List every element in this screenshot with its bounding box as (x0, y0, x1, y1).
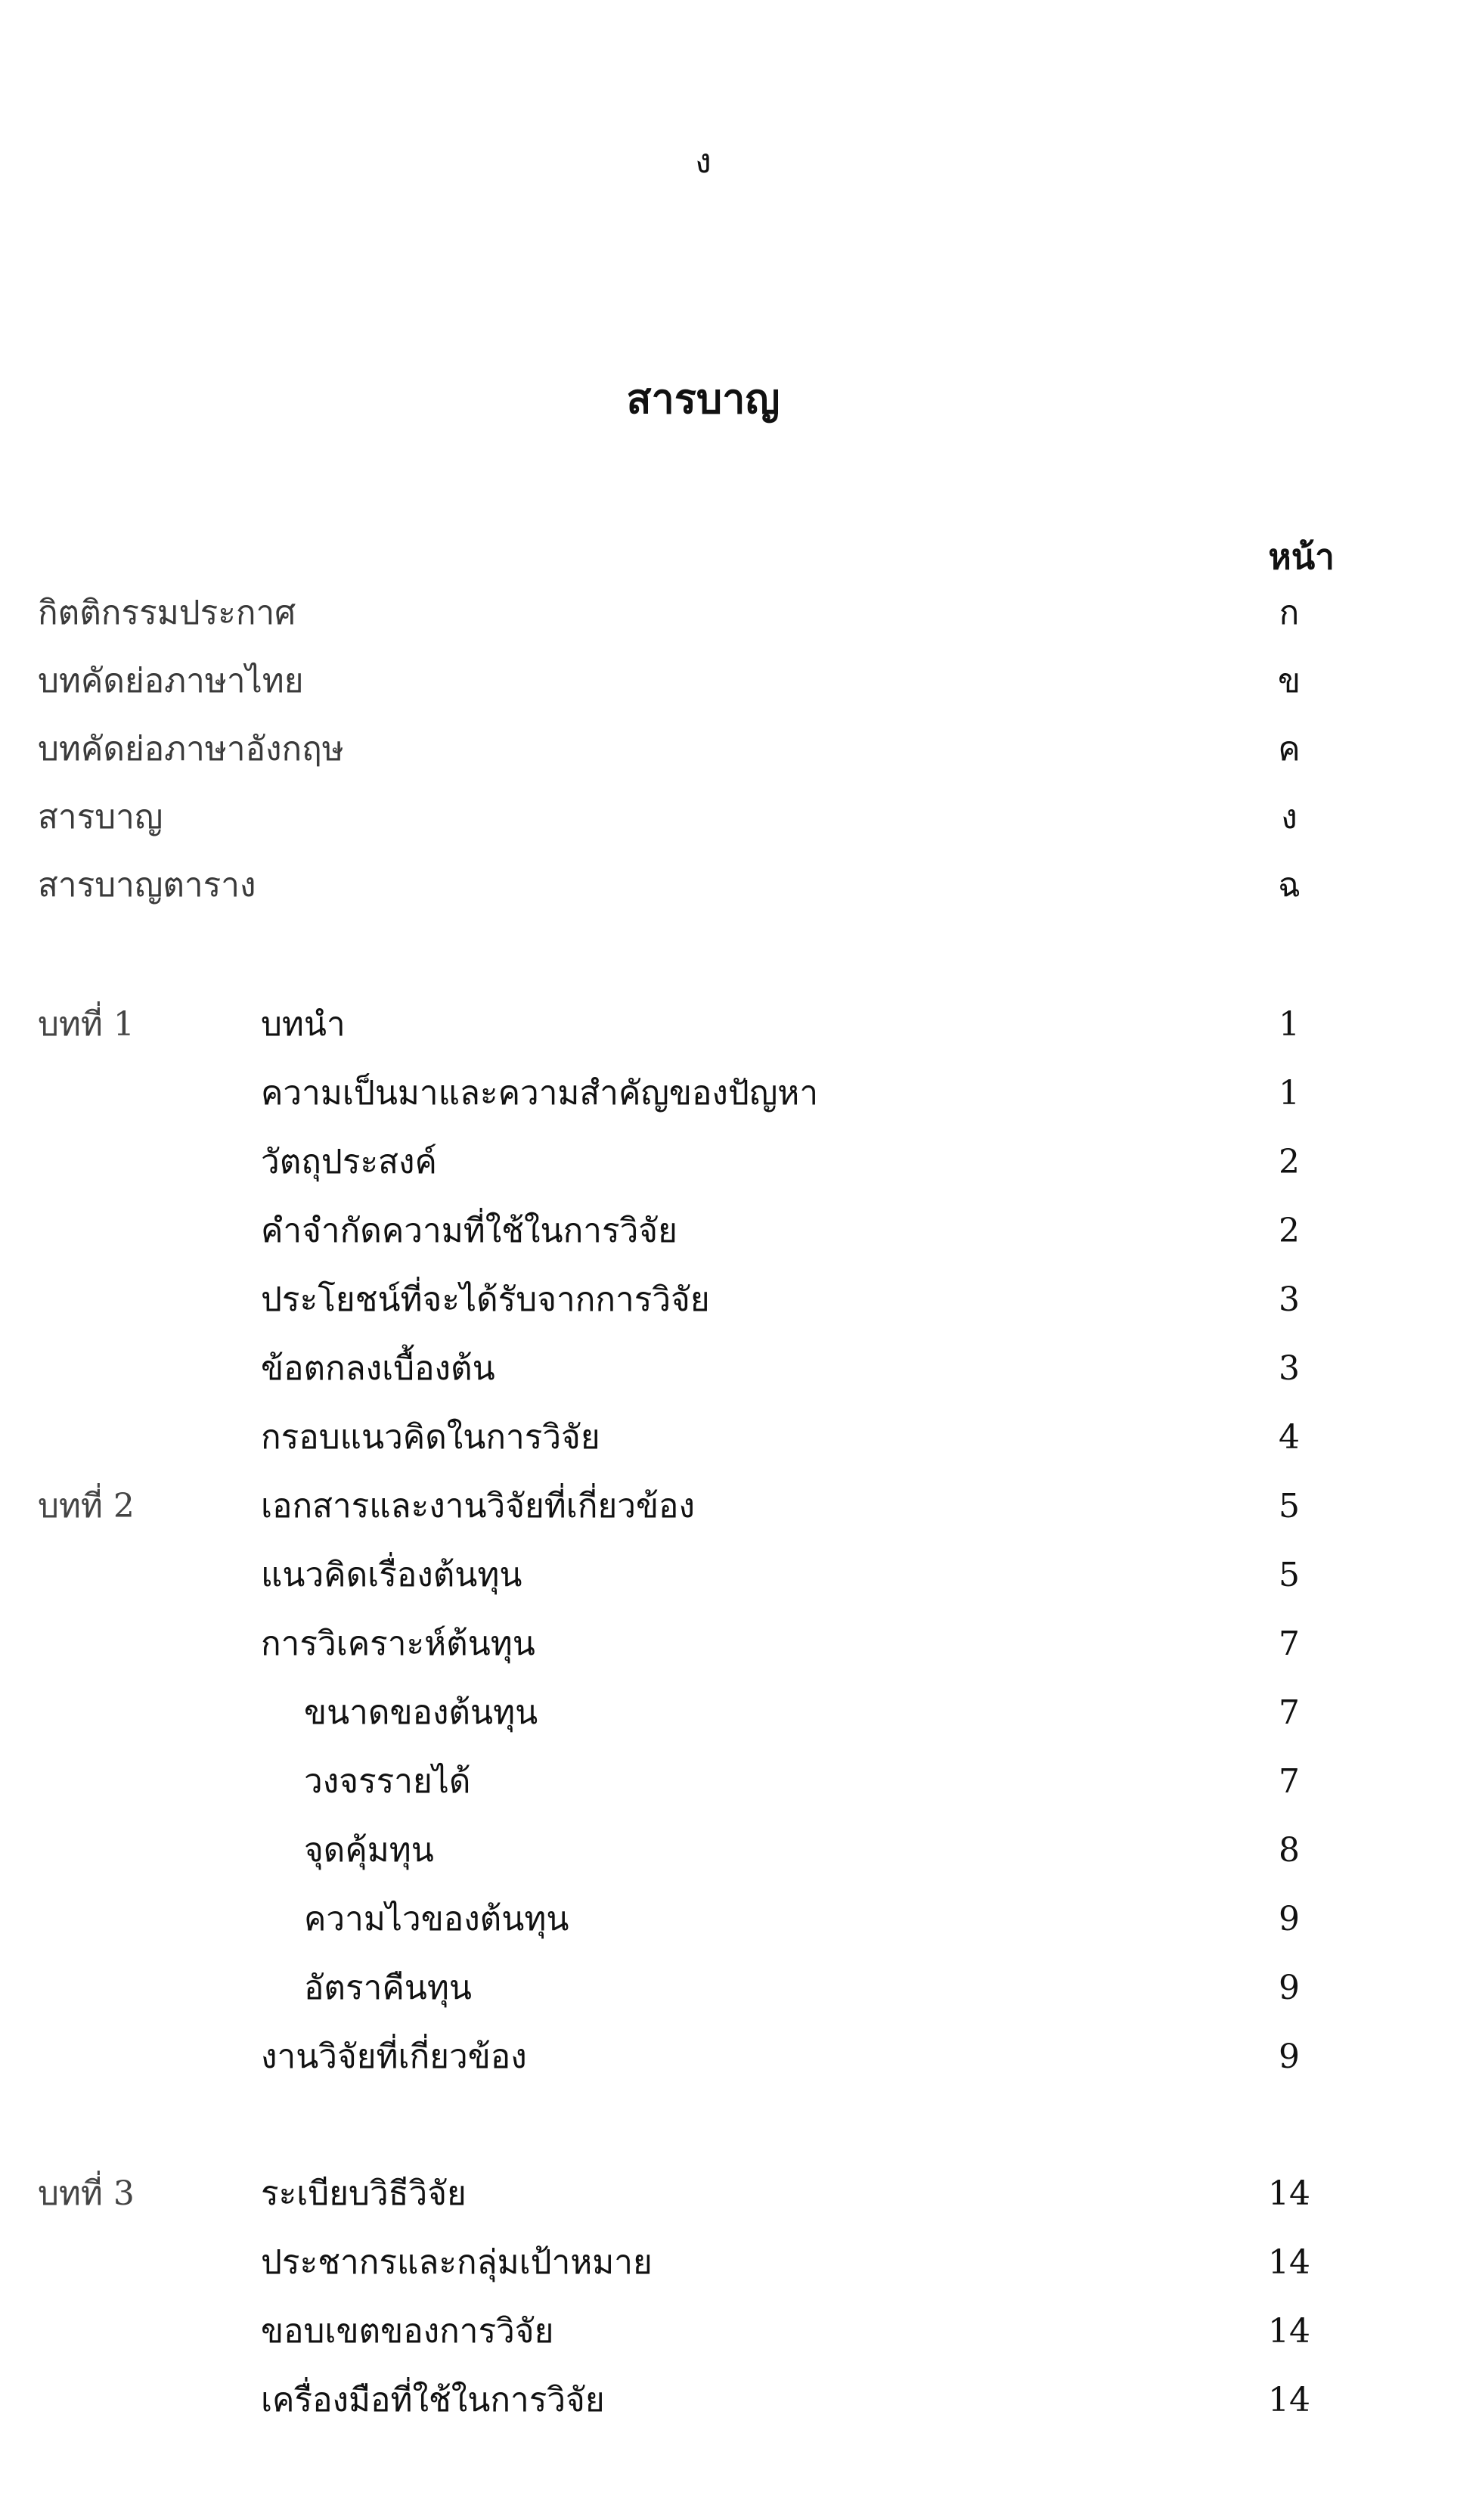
subsection-title: ความไวของต้นทุน (304, 1900, 569, 1938)
toc-entry-page: ฉ (1278, 866, 1301, 905)
toc-entry-page: 5 (1279, 1487, 1300, 1525)
toc-entry-english-abstract[interactable] (0, 723, 1482, 776)
toc-entry-page: 9 (1279, 1969, 1300, 2007)
toc-section[interactable] (0, 1205, 1482, 1258)
toc-entry-page: 7 (1279, 1762, 1300, 1801)
section-title: การวิเคราะห์ต้นทุน (261, 1625, 535, 1663)
chapter-title: ระเบียบวิธีวิจัย (261, 2174, 467, 2213)
toc-entry-page: 7 (1279, 1625, 1300, 1663)
section-title: ข้อตกลงเบื้องต้น (261, 1349, 495, 1388)
toc-subsection[interactable] (0, 1893, 1482, 1946)
toc-section[interactable] (0, 1274, 1482, 1327)
section-title: ประโยชน์ที่จะได้รับจากการวิจัย (261, 1280, 710, 1319)
toc-subsection[interactable] (0, 1962, 1482, 2015)
chapter-number: บทที่ 1 (38, 1005, 135, 1044)
toc-section[interactable] (0, 1618, 1482, 1671)
toc-entry-page: 3 (1279, 1349, 1300, 1388)
chapter-title: เอกสารและงานวิจัยที่เกี่ยวข้อง (261, 1487, 695, 1525)
toc-entry-page: ค (1278, 730, 1301, 768)
toc-entry-page: 14 (1268, 2174, 1310, 2213)
chapter-title: บทนำ (261, 1005, 346, 1044)
toc-section[interactable] (0, 2236, 1482, 2289)
toc-chapter-2[interactable] (0, 1480, 1482, 1533)
subsection-title: อัตราคืนทุน (304, 1969, 472, 2007)
toc-entry-label: สารบาญตาราง (38, 866, 256, 905)
toc-entry-page: 9 (1279, 2037, 1300, 2076)
toc-section[interactable] (0, 2374, 1482, 2427)
toc-entry-label: บทคัดย่อภาษาอังกฤษ (38, 730, 344, 768)
toc-entry-page: ข (1277, 662, 1301, 700)
toc-entry-page: 5 (1279, 1556, 1300, 1594)
toc-title: สารบาญ (626, 374, 780, 423)
section-title: ประชากรและกลุ่มเป้าหมาย (261, 2243, 653, 2282)
chapter-number: บทที่ 2 (38, 1487, 135, 1525)
toc-subsection[interactable] (0, 1687, 1482, 1739)
toc-entry-page: 4 (1279, 1418, 1300, 1457)
section-title: แนวคิดเรื่องต้นทุน (261, 1556, 522, 1594)
toc-entry-page: 2 (1279, 1143, 1300, 1181)
toc-chapter-1[interactable] (0, 998, 1482, 1051)
chapter-number: บทที่ 3 (38, 2174, 135, 2213)
toc-section[interactable] (0, 2305, 1482, 2358)
toc-entry-page: 14 (1268, 2243, 1310, 2282)
page-number: ง (695, 142, 712, 181)
toc-entry-page: 8 (1279, 1831, 1300, 1870)
subsection-title: วงจรรายได้ (304, 1762, 471, 1801)
section-title: ขอบเขตของการวิจัย (261, 2312, 554, 2351)
toc-entry-label: บทคัดย่อภาษาไทย (38, 662, 304, 700)
toc-entry-page: ง (1281, 798, 1298, 836)
toc-entry-label: กิตติกรรมประกาศ (38, 594, 296, 632)
toc-section[interactable] (0, 1411, 1482, 1464)
toc-entry-page: ก (1279, 594, 1300, 632)
toc-section[interactable] (0, 1342, 1482, 1395)
toc-entry-page: 1 (1279, 1005, 1300, 1044)
toc-entry-acknowledgement[interactable] (0, 587, 1482, 640)
section-title: เครื่องมือที่ใช้ในการวิจัย (261, 2381, 605, 2419)
toc-section[interactable] (0, 1549, 1482, 1602)
section-title: งานวิจัยที่เกี่ยวข้อง (261, 2037, 527, 2076)
section-title: คำจำกัดความที่ใช้ในการวิจัย (261, 1212, 677, 1250)
page-column-header: หน้า (1268, 536, 1335, 577)
toc-entry-contents[interactable] (0, 791, 1482, 844)
toc-entry-page: 14 (1268, 2312, 1310, 2351)
section-title: ความเป็นมาและความสำคัญของปัญหา (261, 1074, 819, 1113)
toc-chapter-3[interactable] (0, 2168, 1482, 2221)
toc-section[interactable] (0, 2031, 1482, 2084)
toc-entry-label: สารบาญ (38, 798, 163, 836)
toc-entry-page: 14 (1268, 2381, 1310, 2419)
toc-entry-page: 9 (1279, 1900, 1300, 1938)
toc-subsection[interactable] (0, 1824, 1482, 1877)
section-title: กรอบแนวคิดในการวิจัย (261, 1418, 600, 1457)
subsection-title: จุดคุ้มทุน (304, 1831, 434, 1870)
toc-entry-list-of-tables[interactable] (0, 859, 1482, 912)
section-title: วัตถุประสงค์ (261, 1143, 437, 1181)
toc-entry-page: 1 (1279, 1074, 1300, 1113)
subsection-title: ขนาดของต้นทุน (304, 1693, 538, 1732)
toc-section[interactable] (0, 1136, 1482, 1189)
toc-entry-page: 2 (1279, 1212, 1300, 1250)
toc-entry-thai-abstract[interactable] (0, 655, 1482, 708)
toc-section[interactable] (0, 1067, 1482, 1120)
toc-subsection[interactable] (0, 1755, 1482, 1808)
toc-entry-page: 3 (1279, 1280, 1300, 1319)
toc-entry-page: 7 (1279, 1693, 1300, 1732)
